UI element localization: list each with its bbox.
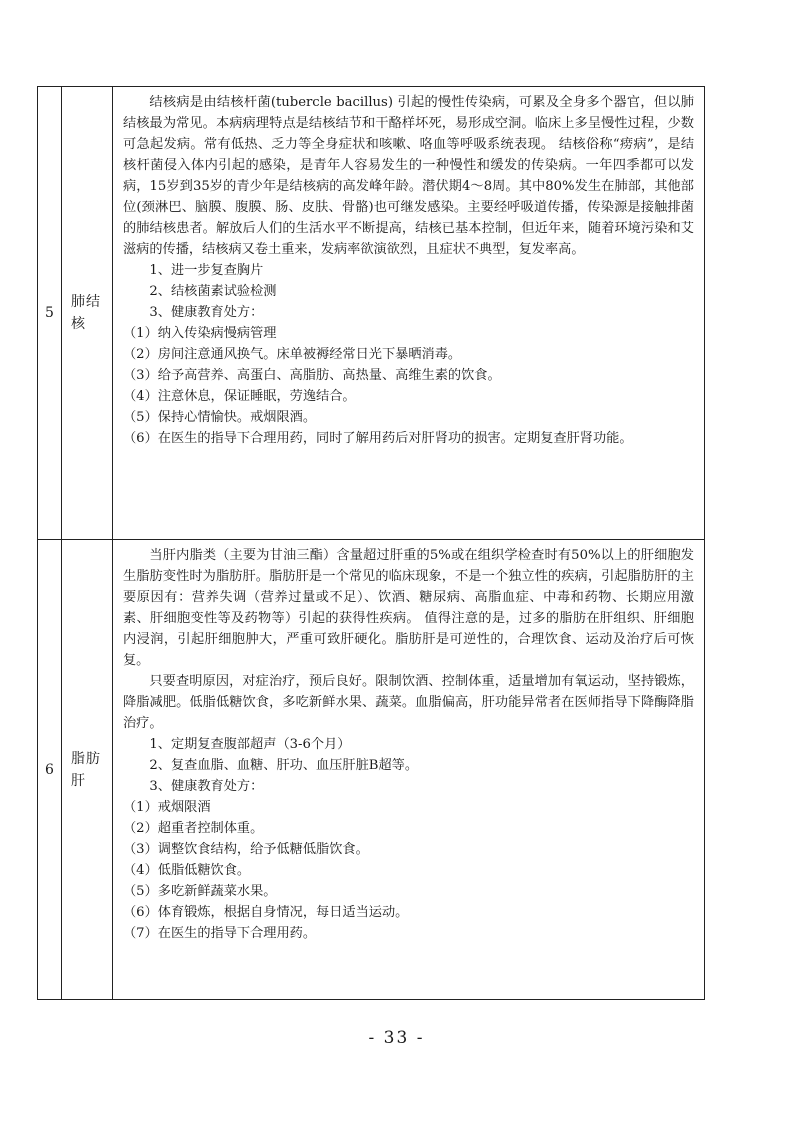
table-row-tuberculosis — [38, 87, 705, 540]
list-item: 1、定期复查腹部超声（3-6个月） — [149, 737, 351, 752]
list-item: 3、健康教育处方： — [149, 779, 264, 794]
page-number: - 33 - — [368, 1028, 425, 1048]
disease-content — [113, 87, 705, 540]
list-item: 2、结核菌素试验检测 — [149, 284, 277, 299]
prescription-item: （5）多吃新鲜蔬菜水果。 — [123, 884, 277, 899]
prescription-item: （1）纳入传染病慢病管理 — [123, 326, 277, 341]
row-number: 5 — [38, 87, 62, 540]
disease-name: 肺结核 — [62, 87, 113, 540]
health-education-table — [37, 86, 705, 1000]
intro-paragraph: 结核病是由结核杆菌(tubercle bacillus) 引起的慢性传染病，可累及全身多个器官，但以肺结核最为常见。本病病理特点是结核结节和干酪样坏死，易形成空洞。临床上多呈慢性过程，少数可急起发病。常有低热、乏力等全身症状和咳嗽、咯血等呼吸系统表现。 结核俗称“痨病”，是结核杆菌侵入体内引起的感染，是青年人容易发生的一种慢性和缓发的传染病。一年四季都可以发病，15岁到35岁的青少年是结核病的高发峰年龄。潜伏期4～8周。其中80%发生在肺部，其他部位(颈淋巴、脑膜、腹膜、肠、皮肤、骨骼)也可继发感染。主要经呼吸道传播，传染源是接触排菌的肺结核患者。解放后人们的生活水平不断提高，结核已基本控制，但近年来，随着环境污染和艾滋病的传播，结核病又卷土重来，发病率欲演欲烈，且症状不典型，复发率高。 — [123, 95, 694, 257]
intro-paragraph: 只要查明原因，对症治疗，预后良好。限制饮酒、控制体重，适量增加有氧运动，坚持锻炼，降脂减肥。低脂低糖饮食，多吃新鲜水果、蔬菜。血脂偏高，肝功能异常者在医师指导下降酶降脂治疗。 — [123, 674, 694, 731]
prescription-item: （4）注意休息，保证睡眠，劳逸结合。 — [123, 389, 356, 404]
intro-paragraph: 当肝内脂类（主要为甘油三酯）含量超过肝重的5%或在组织学检查时有50%以上的肝细胞发生脂肪变性时为脂肪肝。脂肪肝是一个常见的临床现象，不是一个独立性的疾病，引起脂肪肝的主要原因有：营养失调（营养过量或不足）、饮酒、糖尿病、高脂血症、中毒和药物、长期应用激素、肝细胞变性等及药物等）引起的获得性疾病。 值得注意的是，过多的脂肪在肝组织、肝细胞内浸润，引起肝细胞肿大，严重可致肝硬化。脂肪肝是可逆性的，合理饮食、运动及治疗后可恢复。 — [123, 548, 694, 668]
prescription-item: （3）调整饮食结构，给予低糖低脂饮食。 — [123, 842, 369, 857]
list-item: 1、进一步复查胸片 — [149, 263, 264, 278]
prescription-item: （7）在医生的指导下合理用药。 — [123, 926, 317, 941]
list-item: 3、健康教育处方： — [149, 305, 264, 320]
disease-content — [113, 540, 705, 1000]
prescription-item: （1）戒烟限酒 — [123, 800, 211, 815]
disease-name: 脂肪肝 — [62, 540, 113, 1000]
prescription-item: （6）在医生的指导下合理用药，同时了解用药后对肝肾功的损害。定期复查肝肾功能。 — [123, 431, 633, 446]
prescription-item: （2）房间注意通风换气。床单被褥经常日光下暴晒消毒。 — [123, 347, 462, 362]
prescription-item: （2）超重者控制体重。 — [123, 821, 264, 836]
prescription-item: （6）体育锻炼，根据自身情况，每日适当运动。 — [123, 905, 409, 920]
prescription-item: （5）保持心情愉快。戒烟限酒。 — [123, 410, 317, 425]
prescription-item: （4）低脂低糖饮食。 — [123, 863, 251, 878]
table-row-fatty-liver — [38, 540, 705, 1000]
prescription-item: （3）给予高营养、高蛋白、高脂肪、高热量、高维生素的饮食。 — [123, 368, 501, 383]
row-number: 6 — [38, 540, 62, 1000]
list-item: 2、复查血脂、血糖、肝功、血压肝脏B超等。 — [149, 758, 419, 773]
